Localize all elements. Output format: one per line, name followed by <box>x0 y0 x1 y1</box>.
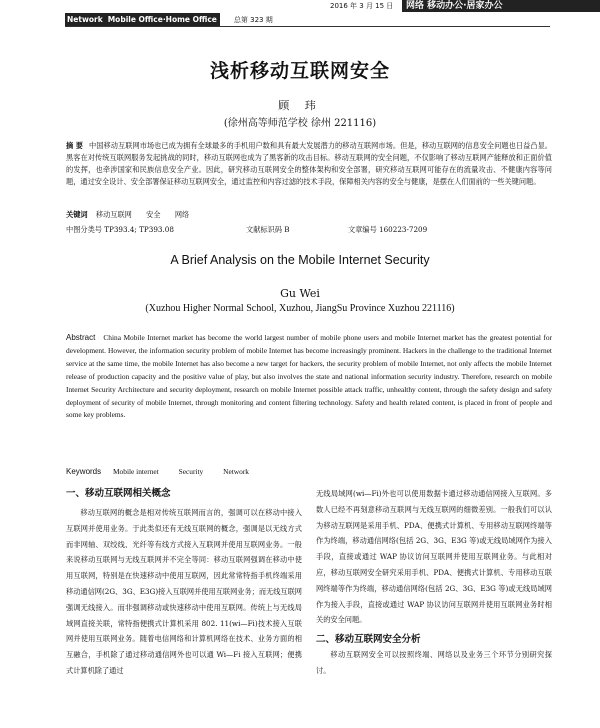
keywords-en <box>66 467 267 476</box>
clc-number: 中图分类号 TP393.4; TP393.08 <box>66 225 174 234</box>
header-issue-number: 总第 323 期 <box>233 15 273 24</box>
body-paragraph: 无线局域网(wi—Fi)外也可以使用数据卡通过移动通信网接入互联网。多数人已经不再刻意移动互联网与无线互联网的细微差别。一般我们可以认为移动互联网是采用手机、PDA、便携式计算机、专用移动互联网终端等作为终端，移动通信网络(包括 2G、3G、E3G 等)或无线局域网作为接入手段，直接或通过 WAP 协议访问互联网并使用互联网业务。与此相对应，移动互联网安全研究采用手机、PDA、便携式计算机、专用移动互联网终端等作为终端，移动通信网络(包括 2G、3G、E3G 等)或无线局域网作为接入手段，直接或通过 WAP 协议访问互联网并使用互联网业务时相关的安全问题。 <box>316 489 552 625</box>
section-heading: 一、移动互联网相关概念 <box>66 488 171 499</box>
author-en: Gu Wei <box>280 287 320 300</box>
keywords-en-label: Keywords <box>66 467 102 476</box>
body-column-left <box>66 486 302 679</box>
keyword-en: Network <box>223 467 249 476</box>
abstract-en-label: Abstract <box>66 333 96 342</box>
keyword-en: Mobile internet <box>112 467 159 476</box>
keywords-cn <box>66 210 201 220</box>
keyword-cn: 移动互联网 <box>95 210 132 219</box>
affiliation-cn: (徐州高等师范学校 徐州 221116) <box>223 118 377 129</box>
section-heading: 二、移动互联网安全分析 <box>316 634 421 646</box>
title-en: A Brief Analysis on the Mobile Internet Security <box>170 253 430 267</box>
keyword-en: Security <box>178 467 204 476</box>
keyword-cn: 网络 <box>174 210 190 219</box>
keyword-cn: 安全 <box>146 210 161 219</box>
affiliation-en: (Xuzhou Higher Normal School, Xuzhou, JiangSu Province Xuzhou 221116) <box>145 303 455 314</box>
header-section-tag <box>65 13 273 26</box>
abstract-cn-label: 摘 要 <box>66 141 84 150</box>
abstract-en <box>66 332 552 422</box>
header-journal-banner: 网络 移动办公·居家办公 <box>402 0 600 12</box>
header-office-label: Mobile Office·Home Office <box>105 13 220 26</box>
abstract-en-text: China Mobile Internet market has become the world largest number of mobile phone users and mobile Internet market has the greatest potential for development. However, the information security problem of mobile Internet has become increasingly prominent. Hackers in the challenge to the traditional Internet service at the same time, the mobile Internet has also become a new target for hackers, the security problem of mobile Internet, not only affects the mobile Internet release of production capacity and the positive value of play, but also involves the state and national information security industry. Therefore, research on mobile Internet Security Architecture and security deployment, research on mobile Internet possible attack traffic, unhealthy content, through the safety design and safety deployment of security of mobile Internet, through monitoring and content filtering technology. Safety and health related content, is placed in front of people and some key problems. <box>66 333 552 420</box>
author-cn: 顾 玮 <box>278 99 322 112</box>
header-divider <box>65 26 550 27</box>
classification-line <box>66 225 552 235</box>
document-code: 文献标识码 B <box>246 225 290 234</box>
header-network-label: Network <box>67 15 103 24</box>
header-date: 2016 年 3 月 15 日 <box>330 2 394 10</box>
abstract-cn <box>66 140 552 188</box>
body-paragraph: 移动互联网安全可以按照终端、网络以及业务三个环节分别研究探讨。 <box>316 650 552 675</box>
abstract-cn-text: 中国移动互联网市场也已成为拥有全球最多的手机用户数和具有最大发展潜力的移动互联网市场。但是，移动互联网的信息安全问题也日益凸显。黑客在对传统互联网服务发起挑战的同时，移动互联网也成为了黑客新的攻击目标。移动互联网的安全问题，不仅影响了移动互联网产能释放和正面价值的发挥，也牵涉国家和民族信息安全产业。因此，研究移动互联网安全的整体架构和安全部署，研究移动互联网可能存在的流量攻击、不健康内容等问题，通过安全设计、安全部署保证移动互联网安全，通过监控和内容过滤的技术手段，保障相关内容的安全与健康，是摆在人们面前的一些关键问题。 <box>66 141 552 186</box>
article-number: 文章编号 160223-7209 <box>348 225 428 234</box>
keywords-cn-label: 关键词 <box>66 210 88 219</box>
page-title: 浅析移动互联网安全 <box>209 60 390 82</box>
body-column-right <box>316 486 552 679</box>
body-paragraph: 移动互联网的概念是相对传统互联网而言的，强调可以在移动中接入互联网并使用业务。于此类似还有无线互联网的概念，强调是以无线方式而非网轴、双绞线、光纤等有线方式接入互联网并使用互联网业务。一般来说移动互联网与无线互联网并不完全等同：移动互联网强调在移动中使用互联网，特别是在快速移动中使用互联网，因此常常特指手机终端采用移动通信网(2G、3G、E3G)接入互联网并使用互联网业务；而无线互联网强调无线接入。而非强调移动或快速移动中使用互联网。传统上与无线局域网直接关联，常特指便携式计算机采用 802. 11(wi—Fi)技术接入互联网并使用互联网业务。随着电信网络和计算机网络在技术、业务方面的相互融合，手机除了通过移动通信网外也可以通 Wi—Fi 接入互联网；便携式计算机除了通过 <box>66 508 302 675</box>
